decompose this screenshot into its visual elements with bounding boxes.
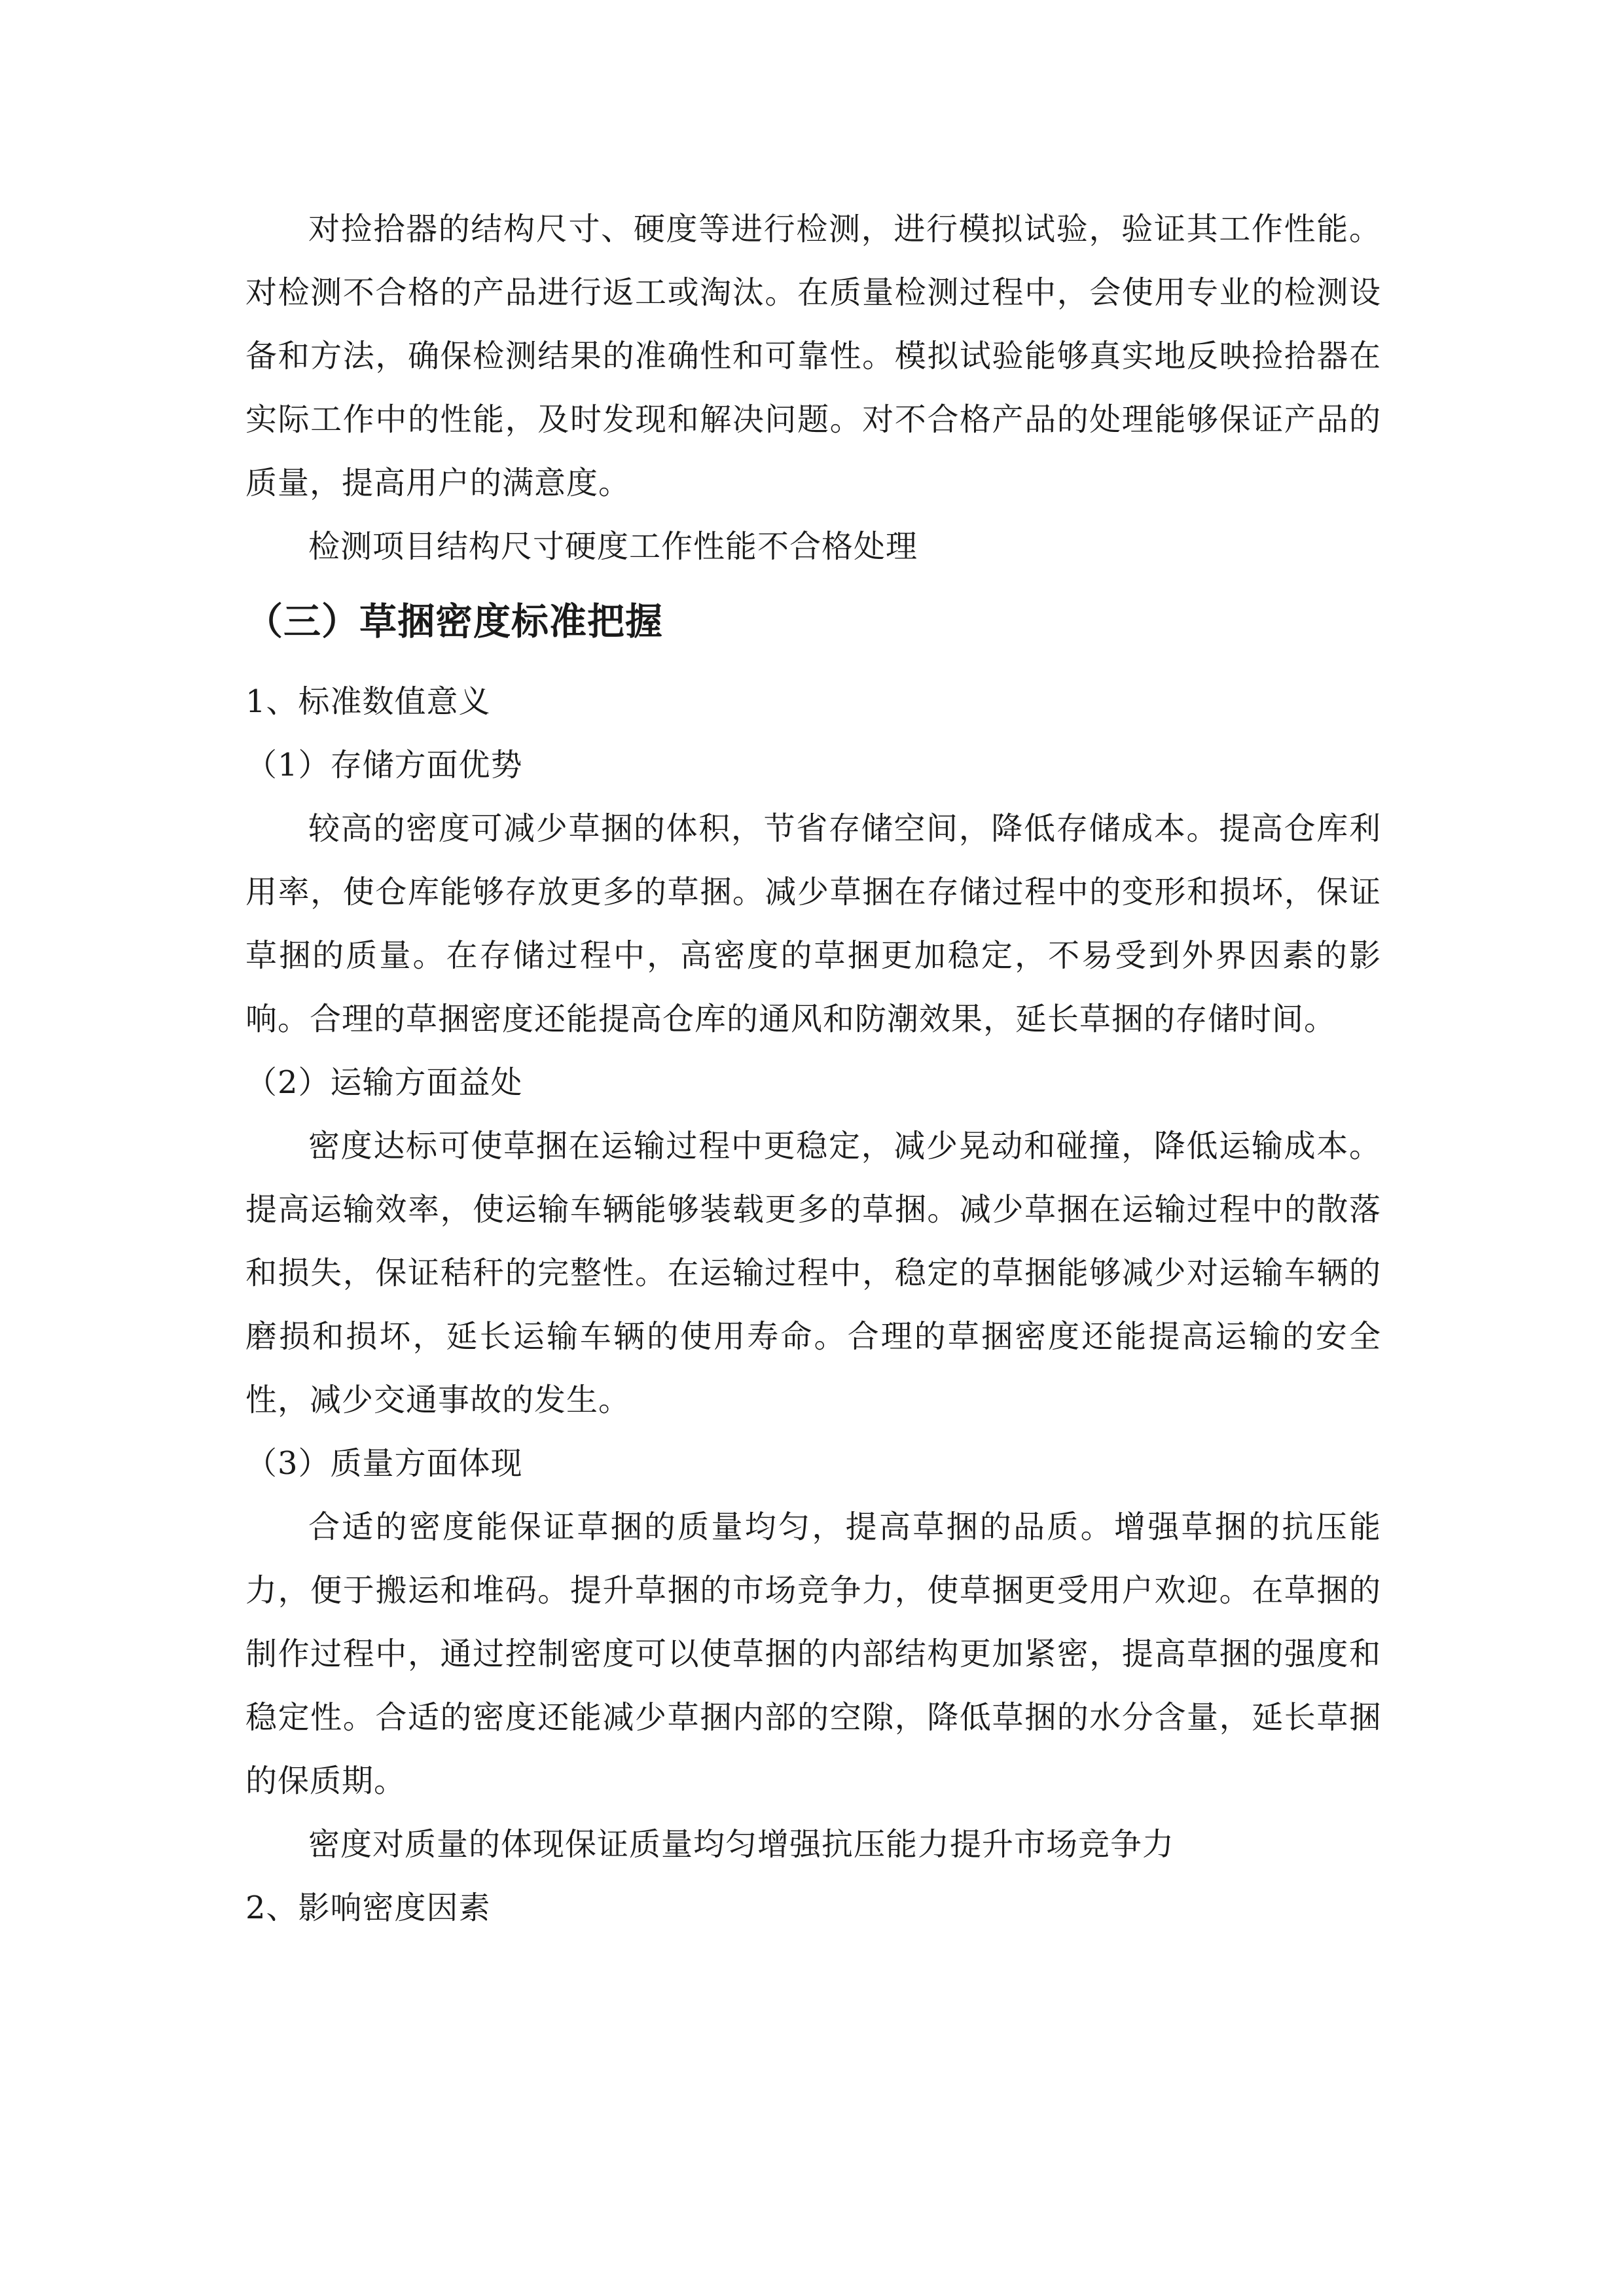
section-title: （三）草捆密度标准把握 [245,600,663,643]
transport-paragraph: 密度达标可使草捆在运输过程中更稳定，减少晃动和碰撞，降低运输成本。提高运输效率，使运输车辆能够装载更多的草捆。减少草捆在运输过程中的散落和损失，保证秸秆的完整性。在运输过程中，稳定的草捆能够减少对运输车辆的磨损和损坏，延长运输车辆的使用寿命。合理的草捆密度还能提高运输的安全性，减少交通事故的发生。 [245,1128,1381,1418]
quality-paragraph: 合适的密度能保证草捆的质量均匀，提高草捆的品质。增强草捆的抗压能力，便于搬运和堆码。提升草捆的市场竞争力，使草捆更受用户欢迎。在草捆的制作过程中，通过控制密度可以使草捆的内部结构更加紧密，提高草捆的强度和稳定性。合适的密度还能减少草捆内部的空隙，降低草捆的水分含量，延长草捆的保质期。 [245,1509,1381,1799]
heading-standard-meaning: 1、标准数值意义 [245,683,491,720]
storage-paragraph: 较高的密度可减少草捆的体积，节省存储空间，降低存储成本。提高仓库利用率，使仓库能够存放更多的草捆。减少草捆在存储过程中的变形和损坏，保证草捆的质量。在存储过程中，高密度的草捆更加稳定，不易受到外界因素的影响。合理的草捆密度还能提高仓库的通风和防潮效果，延长草捆的存储时间。 [245,810,1381,1037]
heading-storage-advantage: （1）存储方面优势 [245,747,523,783]
intro-summary-line: 检测项目结构尺寸硬度工作性能不合格处理 [308,528,918,565]
heading-transport-benefit: （2）运输方面益处 [245,1064,523,1101]
intro-paragraph: 对捡拾器的结构尺寸、硬度等进行检测，进行模拟试验，验证其工作性能。对检测不合格的产品进行返工或淘汰。在质量检测过程中，会使用专业的检测设备和方法，确保检测结果的准确性和可靠性。模拟试验能够真实地反映捡拾器在实际工作中的性能，及时发现和解决问题。对不合格产品的处理能够保证产品的质量，提高用户的满意度。 [245,211,1381,501]
heading-density-factors: 2、影响密度因素 [245,1890,491,1926]
page-content [245,198,1381,1940]
quality-summary-line: 密度对质量的体现保证质量均匀增强抗压能力提升市场竞争力 [308,1826,1175,1863]
heading-quality-aspect: （3）质量方面体现 [245,1445,523,1482]
